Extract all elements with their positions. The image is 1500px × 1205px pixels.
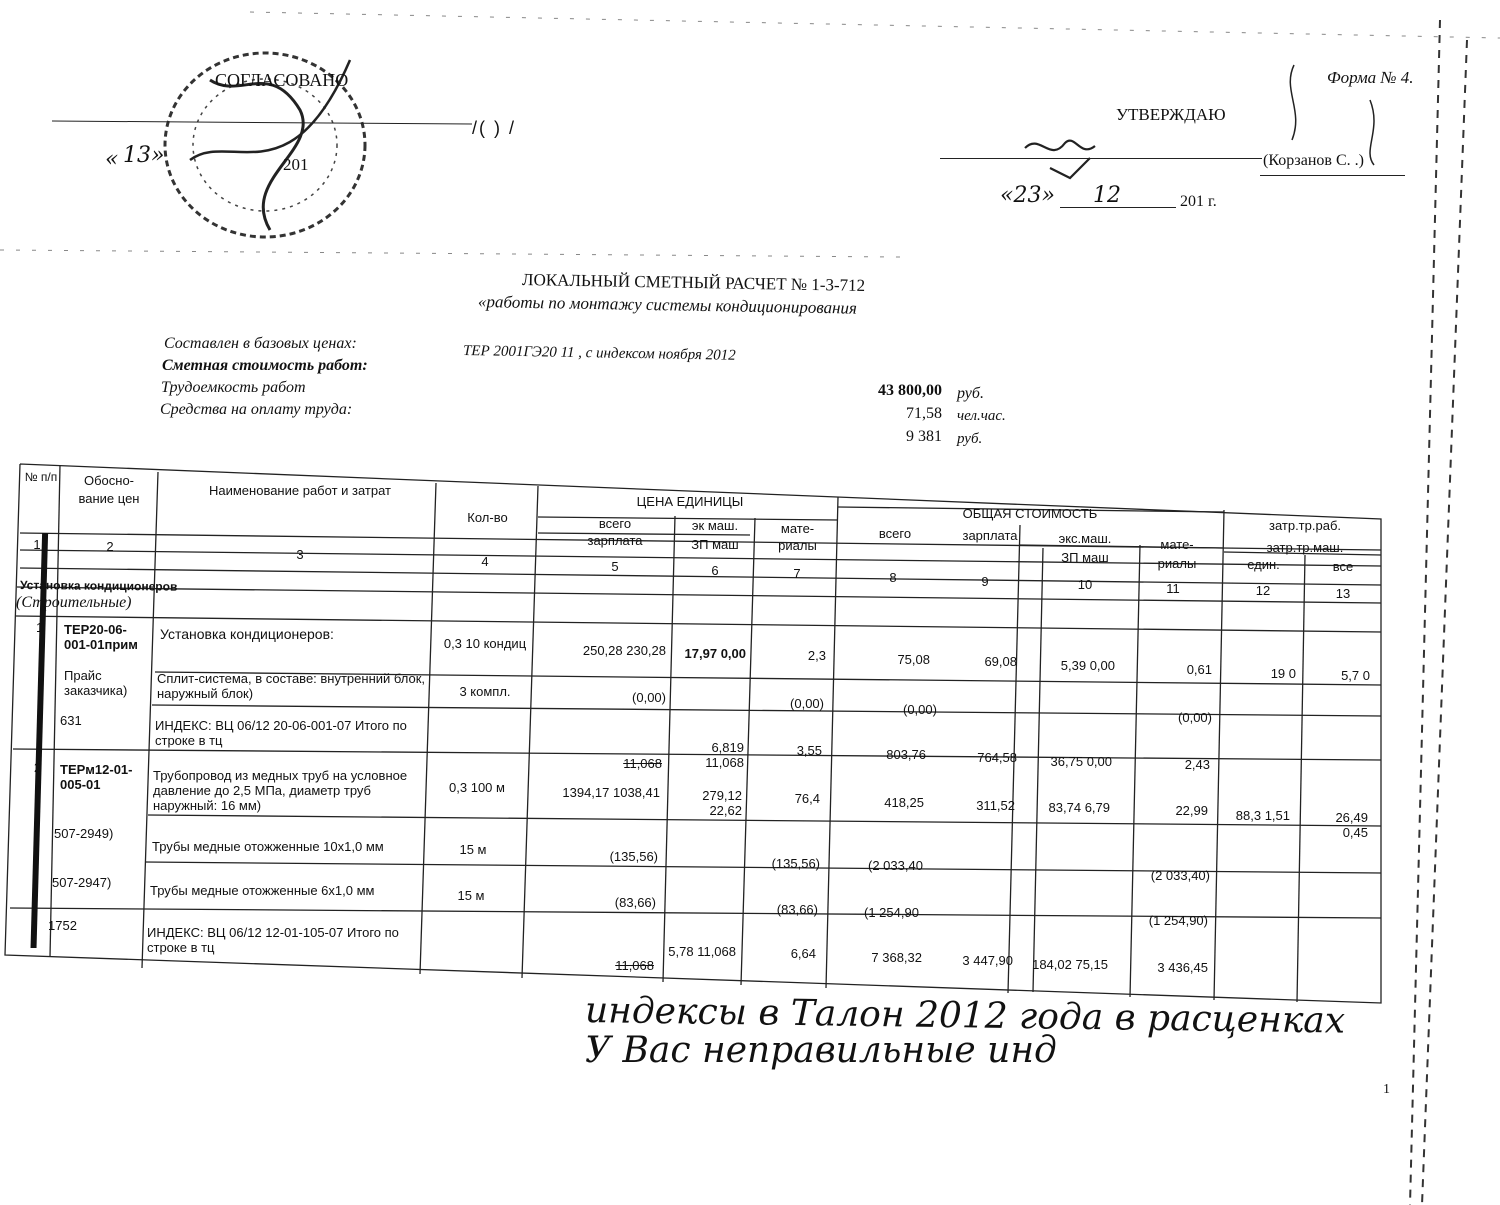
- row-qty: 0,3 100 м: [449, 780, 505, 795]
- row-qty: 0,3 10 кондиц: [443, 636, 527, 651]
- row-name: ИНДЕКС: ВЦ 06/12 12-01-105-07 Итого по строке в тц: [147, 925, 399, 955]
- col-number: 5: [611, 559, 619, 574]
- col-basis-header: Обосно- вание цен: [78, 473, 140, 506]
- up-mach-header: эк маш.: [691, 518, 739, 533]
- tc-total-header: всего: [878, 526, 912, 541]
- row-total-mat: (0,00): [1178, 710, 1212, 725]
- signature-line-right: [940, 158, 1262, 159]
- row-labor-all: 26,49 0,45: [1335, 810, 1368, 840]
- col-number: 12: [1255, 583, 1271, 598]
- row-unit-mat: 76,4: [794, 791, 820, 806]
- row-total-mach: 36,75 0,00: [1050, 754, 1112, 769]
- row-name: ИНДЕКС: ВЦ 06/12 20-06-001-07 Итого по строке в тц: [155, 718, 407, 748]
- row-basis: 507-2947): [52, 875, 112, 890]
- cost-value: 43 800,00: [878, 382, 942, 399]
- row-name: Сплит-система, в составе: внутренний блок, наружный блок): [157, 671, 426, 701]
- row-total-wage: 69,08: [984, 654, 1017, 669]
- col-number: 7: [793, 566, 801, 581]
- handwritten-note-line1: индексы в Талон 2012 года в расценках: [584, 990, 1346, 1042]
- signature-right: [1020, 128, 1130, 183]
- tc-mat-header: мате- риалы: [1157, 537, 1197, 571]
- row-basis: ТЕРм12-01- 005-01: [60, 762, 133, 792]
- label-wages: Средства на оплату труда:: [160, 401, 353, 418]
- approval-right-month: 12: [1093, 183, 1121, 208]
- row-unit-total: (83,66): [614, 895, 656, 910]
- col-number: 6: [711, 563, 719, 578]
- col-name-header: Наименование работ и затрат: [208, 483, 391, 498]
- row-name: Трубопровод из медных труб на условное давление до 2,5 МПа, диаметр труб наружный: 16 мм): [153, 768, 408, 813]
- row-unit-total: 11,068: [623, 756, 662, 771]
- row-basis: Прайс заказчика): [64, 668, 128, 698]
- row-total: (1 254,90: [864, 905, 919, 920]
- up-mat-header: мате- риалы: [778, 521, 817, 553]
- row-basis: ТЕР20-06- 001-01прим: [64, 622, 138, 652]
- label-labor: Трудоемкость работ: [161, 379, 306, 396]
- row-labor-unit: 19 0: [1270, 666, 1296, 681]
- labor-mach-header: затр.тр.маш.: [1266, 540, 1344, 555]
- row-unit-mach: 17,97 0,00: [684, 646, 746, 661]
- row-total: (0,00): [903, 702, 937, 717]
- row-total-mat: 2,43: [1184, 757, 1210, 772]
- row-unit-total: (0,00): [632, 690, 666, 705]
- row-unit-mat: 2,3: [807, 648, 826, 663]
- section-subtitle: (Строительные): [16, 594, 132, 611]
- row-total-mat: (1 254,90): [1148, 913, 1208, 928]
- row-total-mat: 0,61: [1186, 662, 1212, 677]
- row-total-mat: (2 033,40): [1150, 868, 1210, 883]
- form-label: Форма № 4.: [1327, 68, 1414, 87]
- row-total-mach: 5,39 0,00: [1060, 658, 1115, 673]
- row-total-mach: 184,02 75,15: [1032, 957, 1108, 972]
- label-cost: Сметная стоимость работ:: [162, 357, 368, 374]
- row-total: 803,76: [886, 747, 926, 762]
- per-unit-header: един.: [1247, 557, 1280, 572]
- row-unit-total: 250,28 230,28: [582, 643, 666, 658]
- approval-right-day: «23»: [1000, 183, 1055, 208]
- row-unit-mach: 279,12 22,62: [702, 788, 742, 818]
- row-basis: 631: [60, 713, 82, 728]
- row-name: Установка кондиционеров:: [160, 626, 334, 642]
- row-total-wage: 3 447,90: [962, 953, 1013, 968]
- row-total: 7 368,32: [871, 950, 922, 965]
- row-unit-total: (135,56): [609, 849, 658, 864]
- approval-right-year: 201 г.: [1180, 193, 1217, 210]
- row-qty: 15 м: [457, 888, 485, 903]
- row-total: (2 033,40: [868, 858, 923, 873]
- row-no: 1: [36, 620, 44, 635]
- col-number: 10: [1077, 577, 1093, 592]
- col-number: 13: [1335, 586, 1351, 601]
- row-total-wage: 311,52: [976, 798, 1015, 813]
- col-no-header: № п/п: [24, 470, 58, 484]
- row-name: Трубы медные отожженные 6х1,0 мм: [150, 883, 375, 898]
- all-header: все: [1332, 559, 1354, 574]
- row-unit-total: 11,068: [615, 958, 654, 973]
- date-underline: [1060, 207, 1176, 208]
- approval-right-title: УТВЕРЖДАЮ: [1116, 105, 1226, 124]
- row-total: 418,25: [884, 795, 924, 810]
- up-mach-wage-header: ЗП маш: [691, 537, 739, 552]
- labor-unit: чел.час.: [957, 408, 1006, 424]
- row-labor-unit: 88,3 1,51: [1235, 808, 1290, 823]
- up-wage-header: зарплата: [587, 533, 643, 548]
- col-number: 9: [981, 574, 989, 589]
- col-number: 4: [481, 554, 489, 569]
- row-unit-total: 1394,17 1038,41: [562, 785, 660, 800]
- cost-unit: руб.: [957, 385, 984, 402]
- row-total-mat: 3 436,45: [1157, 960, 1208, 975]
- tc-mach-header: экс.маш.: [1058, 531, 1112, 546]
- col-number: 11: [1166, 581, 1180, 596]
- handwritten-note-line2: У Вас неправильные инд: [585, 1030, 1057, 1071]
- row-total-mach: 83,74 6,79: [1048, 800, 1110, 815]
- label-base-prices: Составлен в базовых ценах:: [164, 335, 357, 352]
- wage-unit: руб.: [957, 431, 983, 447]
- row-basis: 507-2949): [54, 826, 114, 841]
- unit-price-header: ЦЕНА ЕДИНИЦЫ: [636, 494, 744, 509]
- approval-left-quote: «: [105, 147, 119, 172]
- approver-name: (Корзанов С. .): [1263, 152, 1364, 169]
- row-unit-mat: (0,00): [790, 696, 824, 711]
- page-number: 1: [1383, 1082, 1390, 1097]
- row-unit-mach: 5,78 11,068: [668, 944, 736, 959]
- col-number: 3: [296, 547, 304, 562]
- labor-value: 71,58: [906, 405, 942, 422]
- row-total-mat: 22,99: [1175, 803, 1208, 818]
- up-total-header: всего: [598, 516, 632, 531]
- col-number: 8: [889, 570, 897, 585]
- row-unit-mat: 6,64: [790, 946, 816, 961]
- col-number: 1: [33, 537, 41, 552]
- base-prices-value: ТЕР 2001ГЭ20 11 , с индексом ноября 2012: [462, 343, 736, 364]
- row-unit-mach: 6,819 11,068: [705, 740, 744, 770]
- signature-mark-left: /( ) /: [472, 118, 516, 138]
- row-qty: 3 компл.: [459, 684, 511, 699]
- name-underline: [1260, 175, 1405, 176]
- document-title: ЛОКАЛЬНЫЙ СМЕТНЫЙ РАСЧЕТ № 1-3-712: [521, 270, 866, 295]
- col-qty-header: Кол-во: [467, 510, 508, 525]
- row-unit-mat: 3,55: [796, 743, 822, 758]
- row-labor-all: 5,7 0: [1341, 668, 1370, 683]
- row-total-wage: 764,58: [977, 750, 1017, 765]
- tc-wage-header: зарплата: [962, 528, 1018, 543]
- row-no: 2: [34, 760, 42, 775]
- col-number: 2: [106, 539, 114, 554]
- section-title: Установка кондиционеров: [19, 578, 178, 594]
- approval-left-title: СОГЛАСОВАНО: [215, 70, 349, 90]
- wage-value: 9 381: [906, 428, 942, 445]
- tc-mach-wage-header: ЗП маш: [1061, 550, 1109, 565]
- row-name: Трубы медные отожженные 10х1,0 мм: [152, 839, 384, 854]
- row-total: 75,08: [897, 652, 930, 667]
- document-subtitle: «работы по монтажу системы кондиционирования: [477, 292, 858, 318]
- row-unit-mat: (83,66): [776, 902, 818, 917]
- row-unit-mat: (135,56): [771, 856, 820, 871]
- row-qty: 15 м: [459, 842, 487, 857]
- approval-left-day: 13»: [123, 143, 165, 168]
- approval-left-year: 201: [283, 155, 309, 174]
- total-cost-header: ОБЩАЯ СТОИМОСТЬ: [962, 506, 1098, 521]
- row-basis: 1752: [48, 918, 77, 933]
- labor-header: затр.тр.раб.: [1268, 518, 1341, 533]
